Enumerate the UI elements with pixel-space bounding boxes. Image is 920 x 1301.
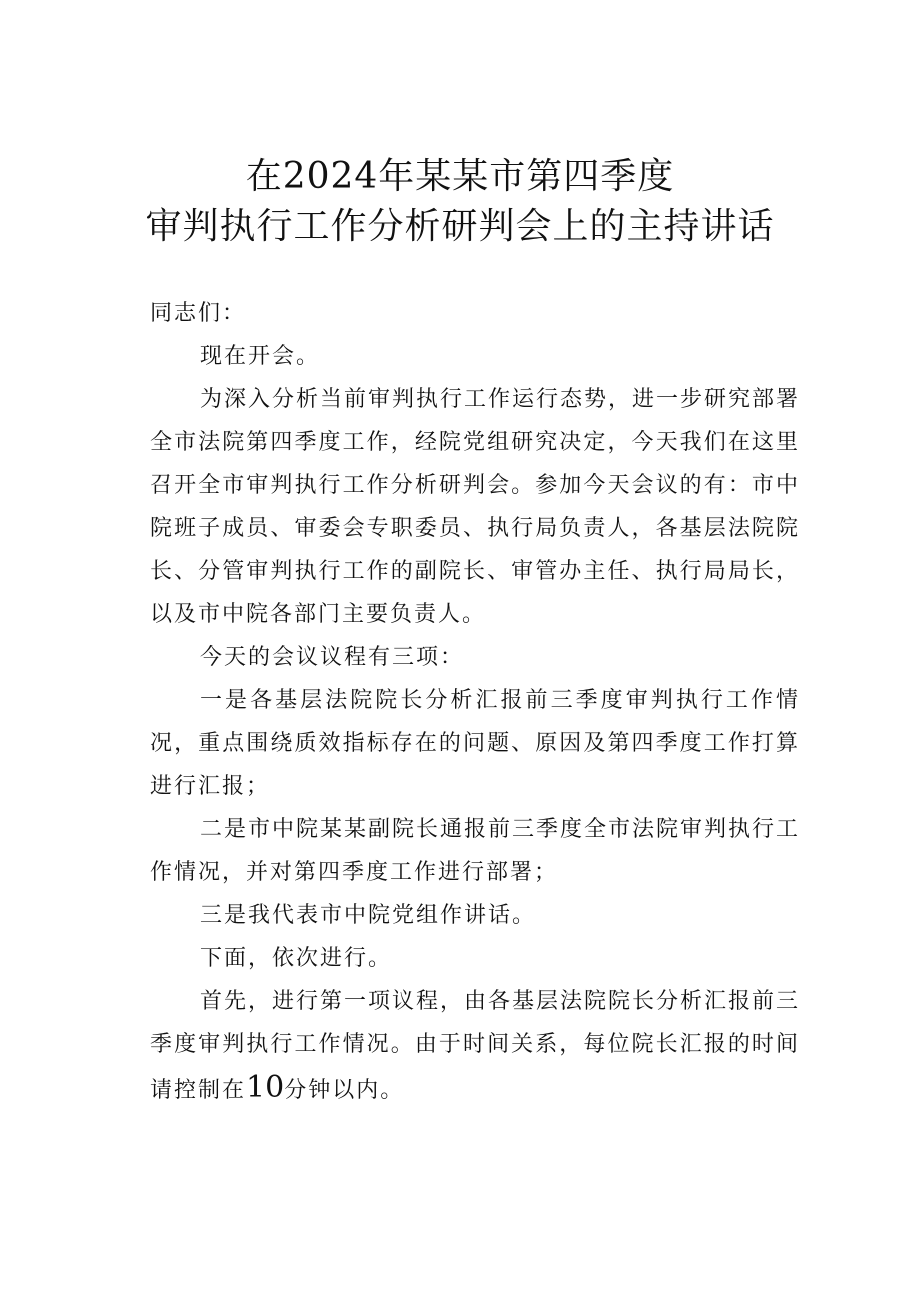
time-limit-number: 10 [246,1070,285,1105]
paragraph-agenda-item-1: 一是各基层法院院长分析汇报前三季度审判执行工作情况，重点围绕质效指标存在的问题、原因及第四季度工作打算进行汇报； [150,688,800,799]
paragraph-first-item [150,980,800,1112]
first-item-suffix: 分钟以内。 [284,1078,405,1103]
document-body [150,292,800,1112]
paragraph-purpose: 为深入分析当前审判执行工作运行态势，进一步研究部署全市法院第四季度工作，经院党组研究决定，今天我们在这里召开全市审判执行工作分析研判会。参加今天会议的有：市中院班子成员、审委会专职委员、执行局负责人，各基层法院院长、分管审判执行工作的副院长、审管办主任、执行局局长，以及市中院各部门主要负责人。 [150,387,801,627]
paragraph-agenda-item-2: 二是市中院某某副院长通报前三季度全市法院审判执行工作情况，并对第四季度工作进行部署； [150,817,801,885]
document-title [0,152,920,252]
paragraph-agenda-item-3: 三是我代表市中院党组作讲话。 [200,903,537,928]
title-line-2: 审判执行工作分析研判会上的主持讲话 [145,206,775,247]
paragraph-proceed: 下面，依次进行。 [200,946,393,971]
paragraph-agenda-intro: 今天的会议议程有三项： [200,645,465,670]
salutation: 同志们： [150,301,247,326]
title-line-1: 在2024年某某市第四季度 [245,156,675,197]
paragraph-open-meeting: 现在开会。 [200,344,321,369]
first-item-text: 首先，进行第一项议程，由各基层法院院长分析汇报前三季度审判执行工作情况。由于时间关系，每位院长汇报的时间请控制在 [150,989,801,1103]
